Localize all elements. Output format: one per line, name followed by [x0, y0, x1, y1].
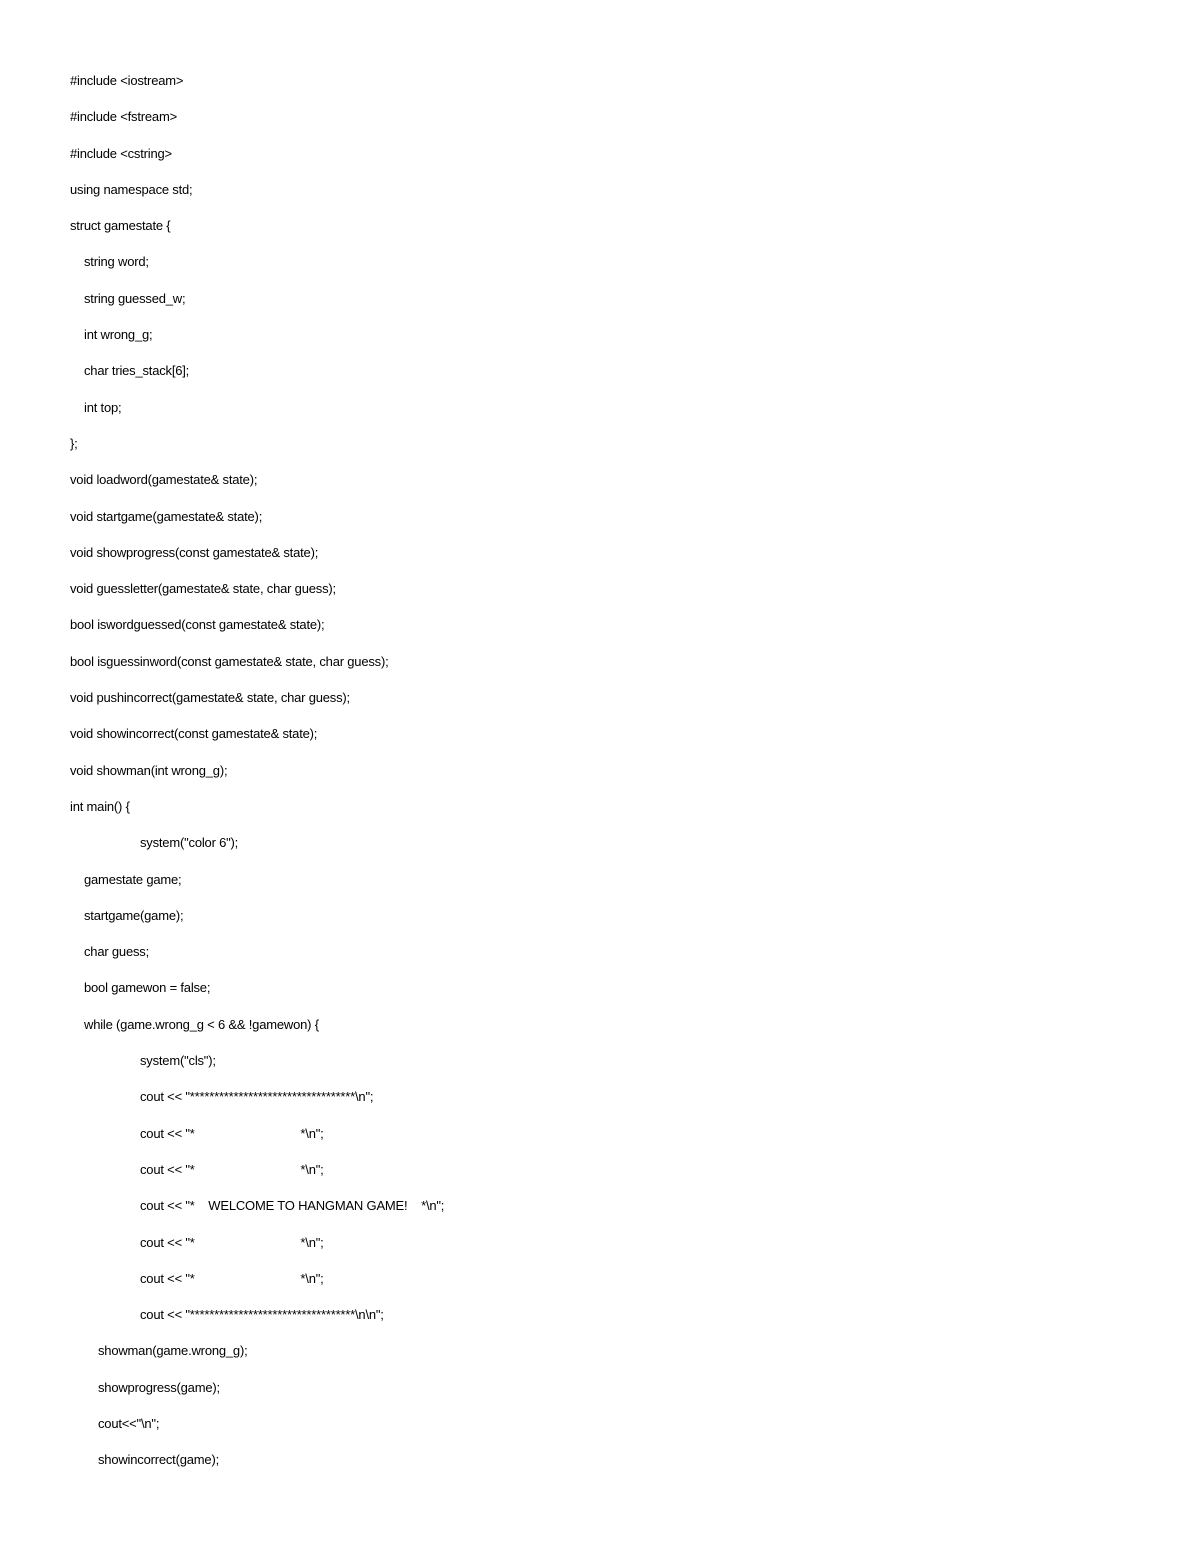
code-line: #include <fstream> [70, 109, 177, 125]
code-line: string guessed_w; [84, 290, 186, 306]
code-line: showincorrect(game); [98, 1452, 219, 1468]
code-line: cout << "* *\n"; [140, 1270, 324, 1286]
code-line: gamestate game; [84, 871, 182, 887]
code-listing [70, 72, 1130, 1488]
code-line: void guessletter(gamestate& state, char guess); [70, 581, 336, 597]
code-line: char tries_stack[6]; [84, 363, 190, 379]
code-line: void loadword(gamestate& state); [70, 472, 258, 488]
code-line: }; [70, 435, 78, 451]
code-line: showprogress(game); [98, 1379, 220, 1395]
code-line: char guess; [84, 944, 150, 960]
code-line: void pushincorrect(gamestate& state, char guess); [70, 690, 350, 706]
code-line: startgame(game); [84, 907, 184, 923]
code-line: cout << "**********************************\n"; [140, 1089, 374, 1105]
code-line: while (game.wrong_g < 6 && !gamewon) { [84, 1016, 319, 1032]
code-line: cout << "* WELCOME TO HANGMAN GAME! *\n"; [140, 1198, 445, 1214]
code-line: cout << "* *\n"; [140, 1161, 324, 1177]
code-line: #include <iostream> [70, 73, 184, 88]
code-line: bool iswordguessed(const gamestate& state); [70, 617, 325, 633]
code-line: showman(game.wrong_g); [98, 1343, 248, 1359]
code-line: cout << "**********************************\n\n"; [140, 1307, 384, 1323]
code-line: cout << "* *\n"; [140, 1125, 324, 1141]
code-line: void showincorrect(const gamestate& state); [70, 726, 318, 742]
code-line: system("color 6"); [140, 835, 239, 851]
code-line: int wrong_g; [84, 327, 153, 343]
code-line: void showprogress(const gamestate& state); [70, 544, 319, 560]
code-line: bool gamewon = false; [84, 980, 211, 996]
code-line: string word; [84, 254, 149, 270]
code-line: void startgame(gamestate& state); [70, 508, 263, 524]
code-line: cout<<"\n"; [98, 1415, 160, 1431]
code-line: int top; [84, 399, 122, 415]
code-line: struct gamestate { [70, 218, 171, 234]
code-line: void showman(int wrong_g); [70, 762, 228, 778]
code-line: bool isguessinword(const gamestate& state, char guess); [70, 653, 389, 669]
code-line: system("cls"); [140, 1053, 216, 1069]
code-line: #include <cstring> [70, 145, 172, 161]
code-line: cout << "* *\n"; [140, 1234, 324, 1250]
code-line: using namespace std; [70, 181, 193, 197]
code-line: int main() { [70, 798, 130, 814]
